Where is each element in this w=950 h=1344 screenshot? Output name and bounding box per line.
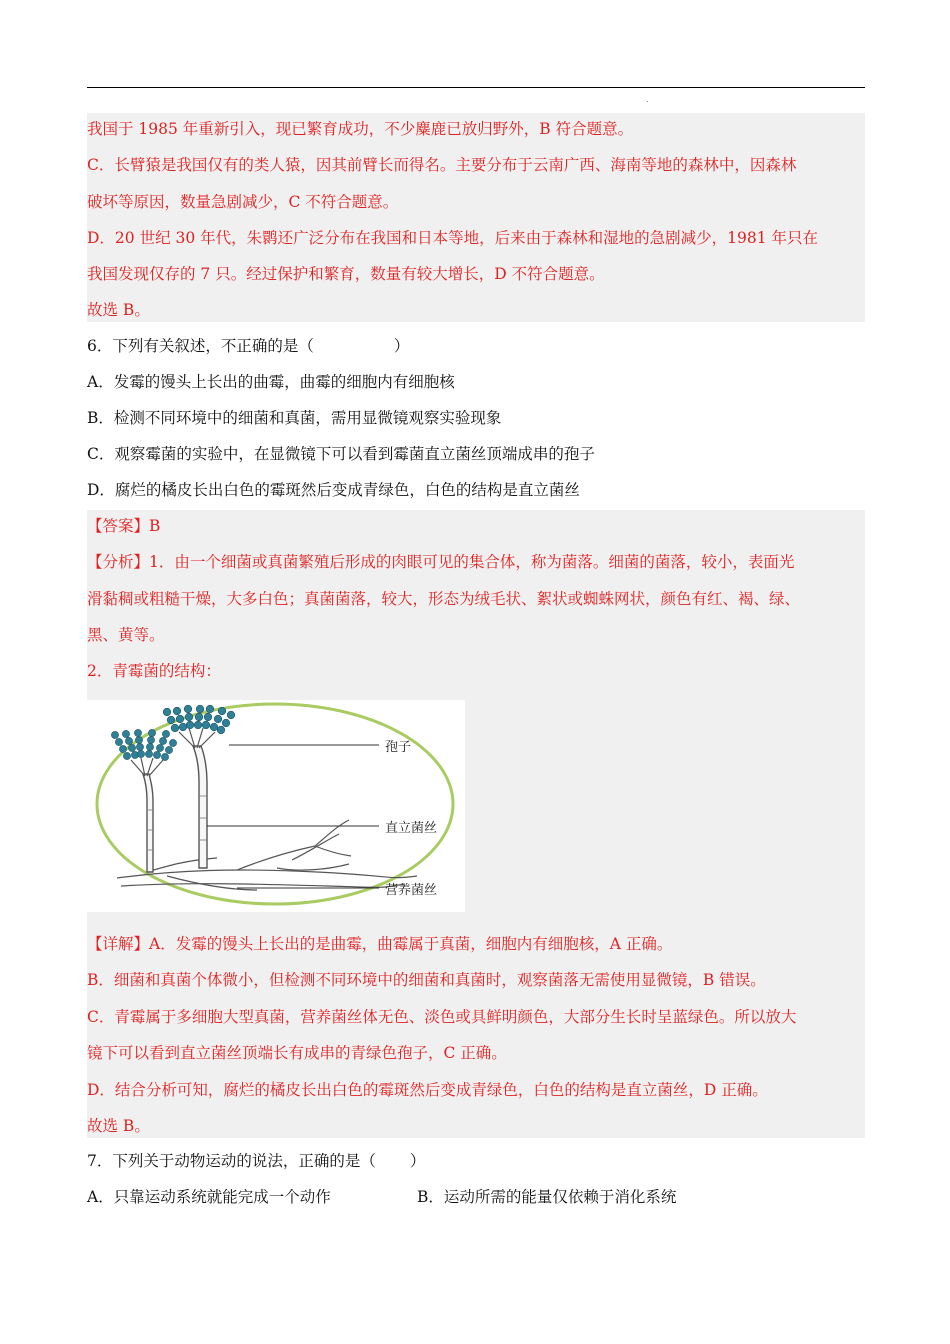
analysis-line: 滑黏稠或粗糙干燥，大多白色；真菌菌落，较大，形态为绒毛状、絮状或蜘蛛网状，颜色有红、褐、绿、 — [87, 590, 801, 608]
label-nutrient-hyphae: 营养菌丝 — [385, 883, 438, 898]
prev-answer-block — [87, 113, 865, 322]
header-dot: . — [646, 95, 649, 104]
option-a: A．发霉的馒头上长出的曲霉，曲霉的细胞内有细胞核 — [87, 373, 455, 391]
detail-conclusion: 故选 B。 — [87, 1117, 150, 1135]
question-stem-close: ） — [409, 1152, 426, 1170]
prev-answer-line: 我国发现仅存的 7 只。经过保护和繁育，数量有较大增长，D 不符合题意。 — [87, 265, 605, 283]
question-stem — [87, 1151, 425, 1171]
analysis-line: 黑、黄等。 — [87, 626, 165, 644]
question-stem — [87, 336, 409, 356]
question-stem-text: 7．下列关于动物运动的说法，正确的是（ — [87, 1152, 376, 1170]
option-b: B．检测不同环境中的细菌和真菌，需用显微镜观察实验现象 — [87, 409, 502, 427]
label-upright-hyphae: 直立菌丝 — [385, 821, 438, 836]
penicillium-figure — [87, 700, 465, 912]
prev-answer-line: 我国于 1985 年重新引入，现已繁育成功，不少麋鹿已放归野外，B 符合题意。 — [87, 120, 634, 138]
answer-tag: 【答案】 — [87, 517, 150, 535]
answer-line — [87, 516, 160, 536]
prev-answer-conclusion: 故选 B。 — [87, 301, 150, 319]
detail-text: A．发霉的馒头上长出的是曲霉，曲霉属于真菌，细胞内有细胞核，A 正确。 — [149, 935, 673, 953]
question-7 — [87, 1151, 865, 1211]
analysis-line: 2．青霉菌的结构： — [87, 662, 221, 680]
option-c: C．观察霉菌的实验中，在显微镜下可以看到霉菌直立菌丝顶端成串的孢子 — [87, 445, 595, 463]
question-6 — [87, 336, 865, 502]
detail-line — [87, 934, 672, 954]
analysis-line — [87, 552, 794, 572]
prev-answer-line: 破坏等原因，数量急剧减少，C 不符合题意。 — [87, 193, 399, 211]
analysis-text: 1．由一个细菌或真菌繁殖后形成的肉眼可见的集合体，称为菌落。细菌的菌落，较小，表面光 — [149, 553, 795, 571]
prev-answer-line: C．长臂猿是我国仅有的类人猿，因其前臂长而得名。主要分布于云南广西、海南等地的森林中，因森林 — [87, 156, 797, 174]
answer-value: B — [149, 517, 161, 535]
q6-answer-block — [87, 510, 865, 1138]
prev-answer-line: D．20 世纪 30 年代，朱鹮还广泛分布在我国和日本等地，后来由于森林和湿地的急剧减少，1981 年只在 — [87, 229, 819, 247]
question-stem-close: ） — [393, 337, 410, 355]
option-a: A．只靠运动系统就能完成一个动作 — [87, 1188, 331, 1206]
detail-tag: 【详解】 — [87, 935, 150, 953]
label-spore: 孢子 — [385, 740, 412, 755]
analysis-tag: 【分析】 — [87, 553, 150, 571]
detail-line: C．青霉属于多细胞大型真菌，营养菌丝体无色、淡色或具鲜明颜色，大部分生长时呈蓝绿色。所以放大 — [87, 1008, 797, 1026]
detail-line: D．结合分析可知，腐烂的橘皮长出白色的霉斑然后变成青绿色，白色的结构是直立菌丝，D 正确。 — [87, 1081, 768, 1099]
option-b: B．运动所需的能量仅依赖于消化系统 — [417, 1188, 677, 1206]
detail-line: B．细菌和真菌个体微小，但检测不同环境中的细菌和真菌时，观察菌落无需使用显微镜，B 错误。 — [87, 971, 766, 989]
detail-line: 镜下可以看到直立菌丝顶端长有成串的青绿色孢子，C 正确。 — [87, 1044, 507, 1062]
penicillium-diagram — [87, 700, 465, 912]
option-d: D．腐烂的橘皮长出白色的霉斑然后变成青绿色，白色的结构是直立菌丝 — [87, 481, 580, 499]
question-stem-text: 6．下列有关叙述，不正确的是（ — [87, 337, 314, 355]
header-rule — [87, 87, 865, 88]
